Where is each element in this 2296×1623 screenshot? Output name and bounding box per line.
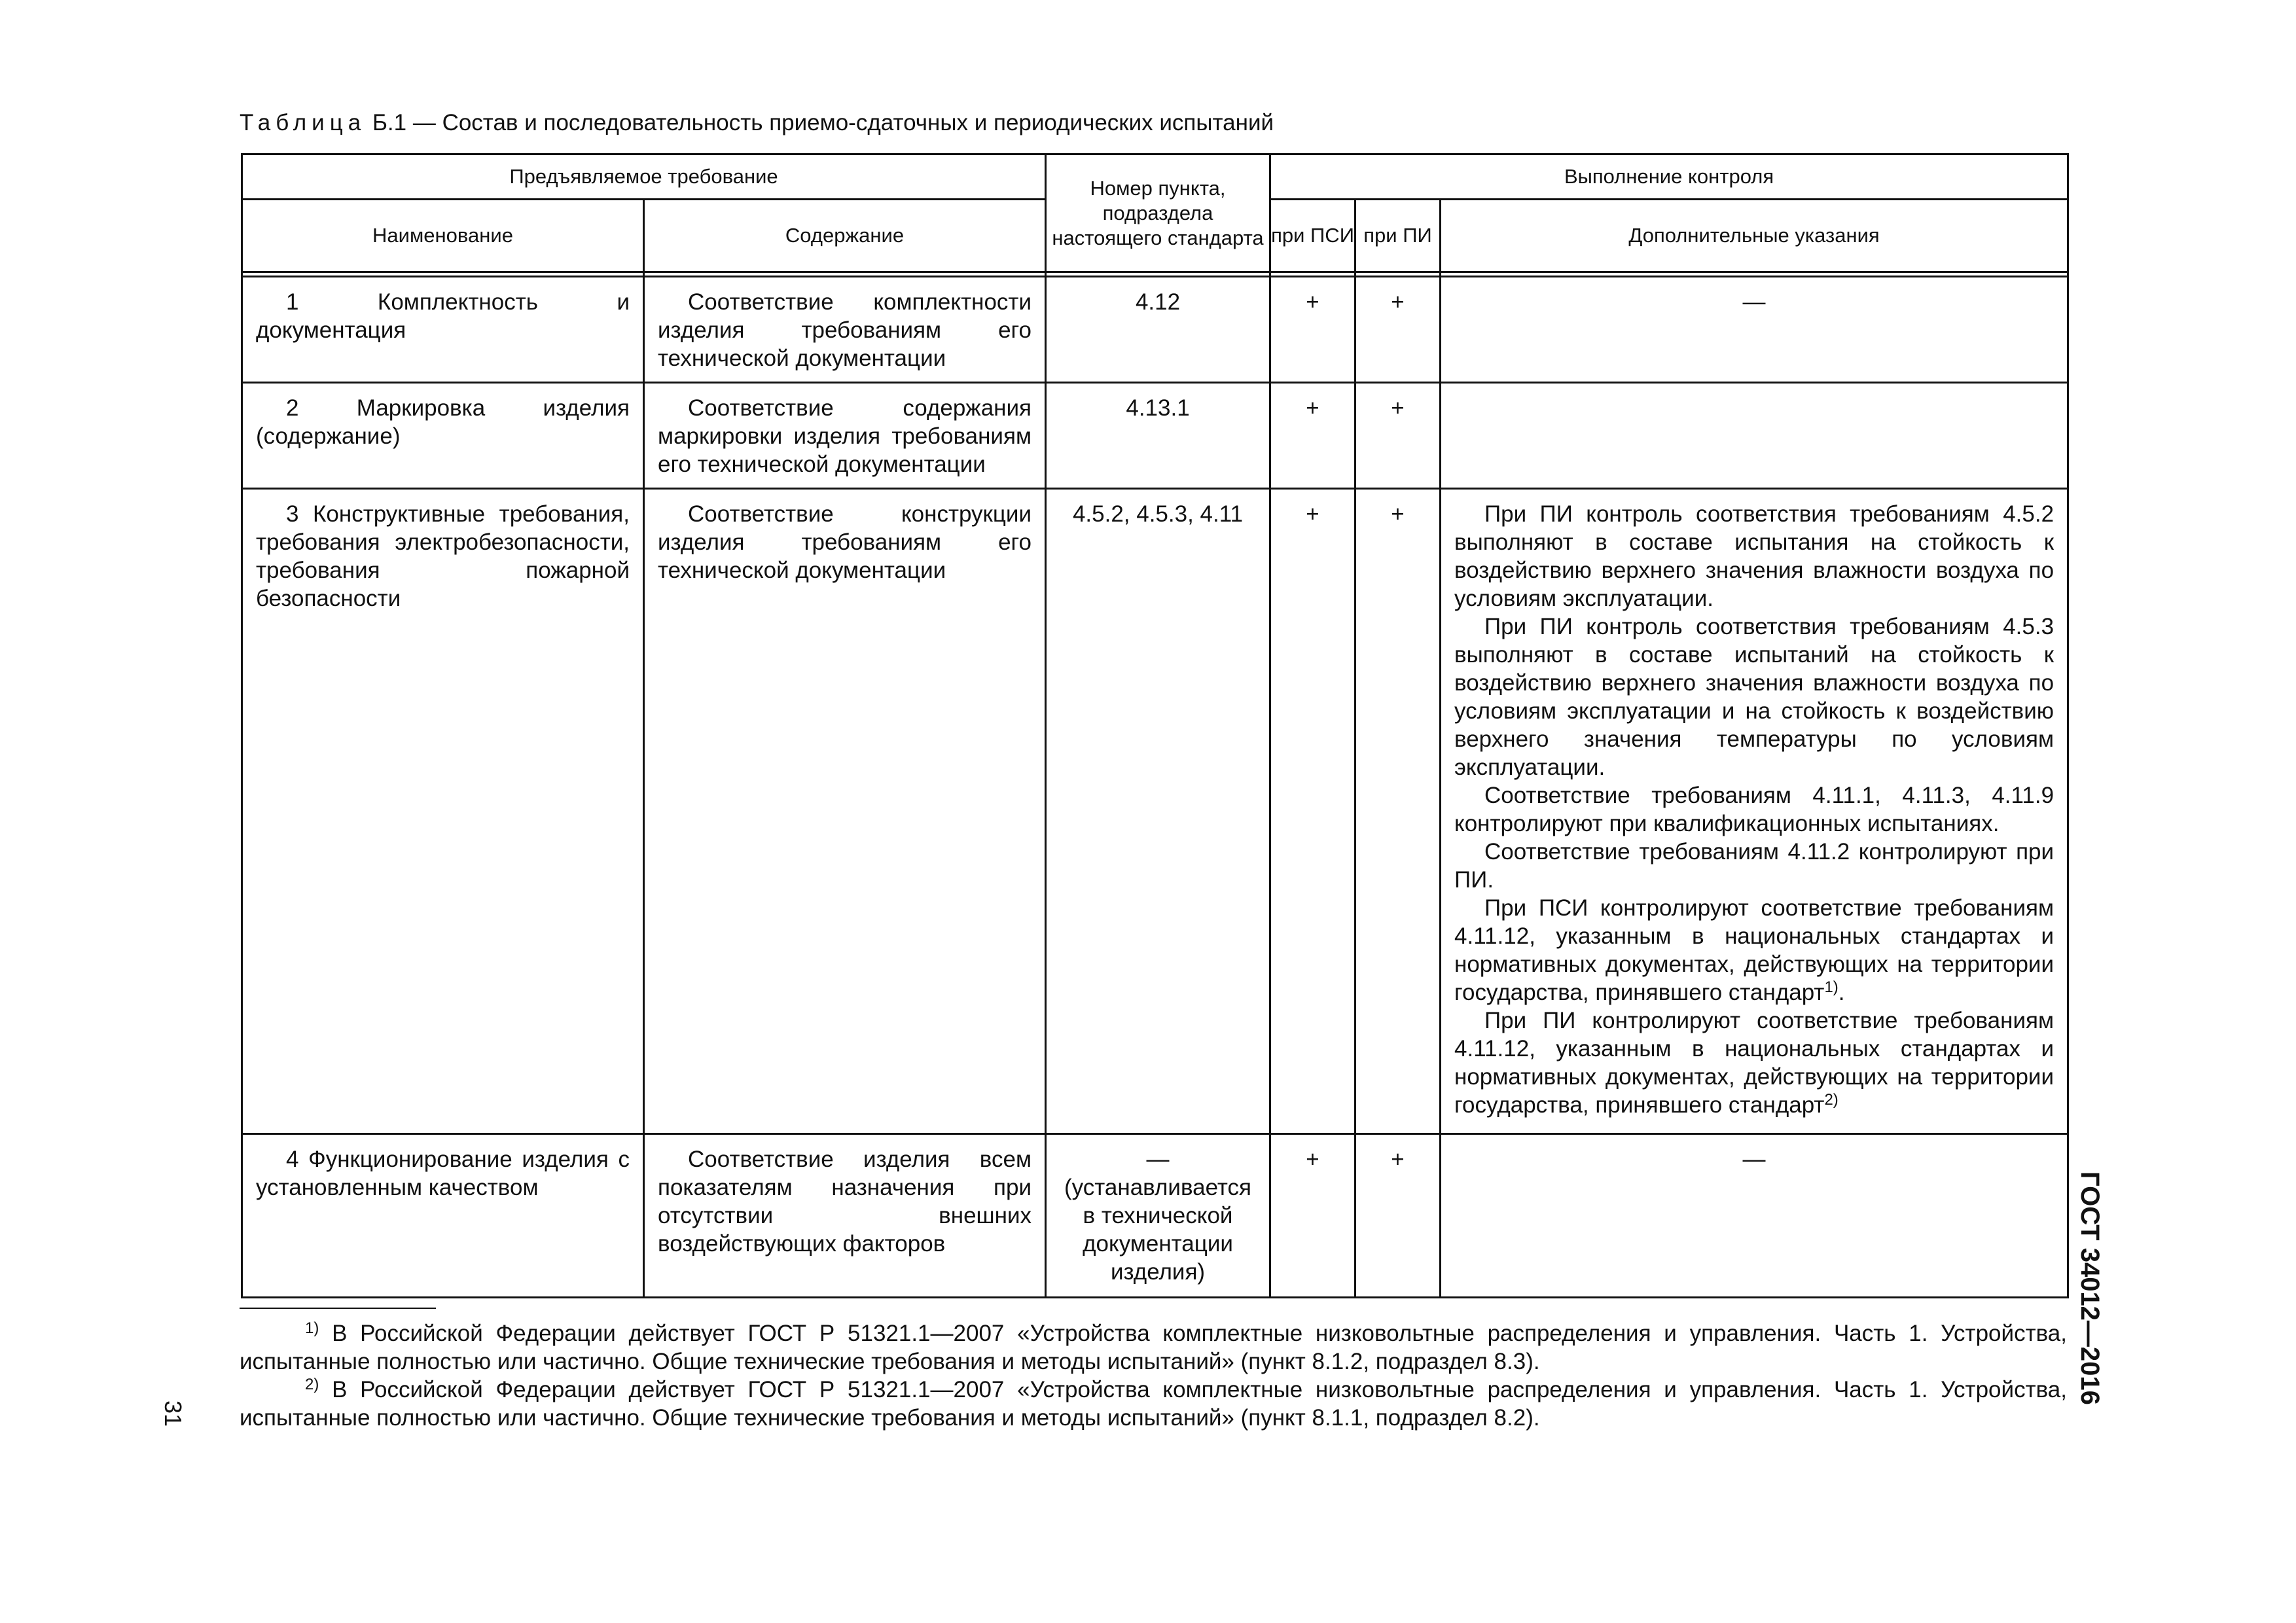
page-number: 31 — [160, 1400, 187, 1427]
caption-text: Б.1 — Состав и последовательность приемо-сдаточных и периодических испытаний — [366, 110, 1274, 135]
header-clause: Номер пункта, подраздела настоящего стандарта — [1046, 154, 1270, 272]
row-notes-empty — [1441, 383, 2067, 399]
row-notes-dash: — — [1742, 1147, 1766, 1172]
note-paragraph-with-footnote — [1454, 1007, 2054, 1119]
row-pi-mark: + — [1391, 395, 1405, 421]
note-paragraph-with-footnote — [1454, 894, 2054, 1007]
table-caption — [240, 110, 1274, 136]
tests-table — [241, 153, 2069, 1298]
note-text: При ПИ контролируют соответствие требованиям 4.11.12, указанным в национальных стандартах и нормативных документах, действующих на территории государства, принявшего стандарт — [1454, 1008, 2054, 1118]
row-clause: 4.5.2, 4.5.3, 4.11 — [1072, 501, 1244, 527]
footnote — [240, 1319, 2067, 1376]
row-name: 4 Функционирование изделия с установленным качеством — [256, 1147, 630, 1200]
table-row — [242, 1134, 2068, 1298]
row-notes — [1441, 490, 2067, 1124]
caption-prefix: Таблица — [240, 110, 367, 135]
footnote-mark: 2) — [305, 1376, 319, 1393]
standard-title: ГОСТ 34012—2016 — [2075, 1171, 2104, 1405]
row-psi-mark: + — [1306, 501, 1319, 527]
footnote-mark: 1) — [305, 1319, 319, 1337]
header-requirement-group: Предъявляемое требование — [242, 154, 1046, 200]
header-pi: при ПИ — [1355, 200, 1441, 272]
footnote-rule — [240, 1308, 436, 1309]
row-name: 1 Комплектность и документация — [256, 289, 630, 343]
clause-note: (устанавливается в технической документации изделия) — [1064, 1175, 1251, 1285]
footnote-ref: 1) — [1824, 978, 1839, 996]
header-name: Наименование — [242, 200, 644, 272]
table-row — [242, 489, 2068, 1134]
note-end: . — [1838, 980, 1845, 1005]
row-psi-mark: + — [1306, 395, 1319, 421]
note-paragraph: При ПИ контроль соответствия требованиям 4.5.2 выполняют в составе испытания на стойкость к воздействию верхнего значения влажности воздуха по условиям эксплуатации. — [1454, 501, 2054, 611]
row-name: 3 Конструктивные требования, требования электробезопасности, требования пожарной безопасности — [256, 501, 630, 611]
header-separator — [242, 272, 2068, 277]
footnote-text: В Российской Федерации действует ГОСТ Р 51321.1—2007 «Устройства комплектные низковольтные распределения и управления. Часть 1. Устройства, испытанные полностью или частично. Общие технические требования и методы испытаний» (пункт 8.1.2, подраздел 8.3). — [240, 1321, 2067, 1374]
header-psi: при ПСИ — [1270, 200, 1355, 272]
clause-dash: — — [1146, 1147, 1170, 1172]
row-clause: 4.12 — [1135, 289, 1181, 315]
table-row — [242, 277, 2068, 383]
footnotes — [240, 1319, 2067, 1432]
row-notes-dash: — — [1742, 289, 1766, 315]
note-paragraph: При ПИ контроль соответствия требованиям 4.5.3 выполняют в составе испытаний на стойкость к воздействию верхнего значения влажности воздуха по условиям эксплуатации и на стойкость к воздействию верхнего значения температуры по условиям эксплуатации. — [1454, 614, 2054, 780]
row-content: Соответствие изделия всем показателям назначения при отсутствии внешних воздействующих факторов — [658, 1147, 1032, 1257]
row-psi-mark: + — [1306, 1147, 1319, 1172]
note-paragraph: Соответствие требованиям 4.11.2 контролируют при ПИ. — [1454, 839, 2054, 893]
row-psi-mark: + — [1306, 289, 1319, 315]
row-clause — [1047, 1135, 1269, 1291]
table-row — [242, 383, 2068, 489]
row-clause: 4.13.1 — [1126, 395, 1190, 421]
row-content: Соответствие комплектности изделия требованиям его технической документации — [658, 289, 1032, 371]
row-content: Соответствие конструкции изделия требованиям его технической документации — [658, 501, 1032, 583]
header-content: Содержание — [644, 200, 1046, 272]
header-notes: Дополнительные указания — [1441, 200, 2068, 272]
row-name: 2 Маркировка изделия (содержание) — [256, 395, 630, 449]
note-text: При ПСИ контролируют соответствие требованиям 4.11.12, указанным в национальных стандартах и нормативных документах, действующих на территории государства, принявшего стандарт — [1454, 895, 2054, 1005]
note-paragraph: Соответствие требованиям 4.11.1, 4.11.3, 4.11.9 контролируют при квалификационных испытаниях. — [1454, 783, 2054, 836]
footnote-text: В Российской Федерации действует ГОСТ Р 51321.1—2007 «Устройства комплектные низковольтные распределения и управления. Часть 1. Устройства, испытанные полностью или частично. Общие технические требования и методы испытаний» (пункт 8.1.1, подраздел 8.2). — [240, 1377, 2067, 1431]
row-pi-mark: + — [1391, 1147, 1405, 1172]
row-pi-mark: + — [1391, 501, 1405, 527]
row-content: Соответствие содержания маркировки изделия требованиям его технической документации — [658, 395, 1032, 477]
footnote — [240, 1376, 2067, 1432]
header-row-1 — [242, 154, 2068, 200]
row-pi-mark: + — [1391, 289, 1405, 315]
header-control-group: Выполнение контроля — [1270, 154, 2068, 200]
footnote-ref: 2) — [1824, 1091, 1839, 1109]
